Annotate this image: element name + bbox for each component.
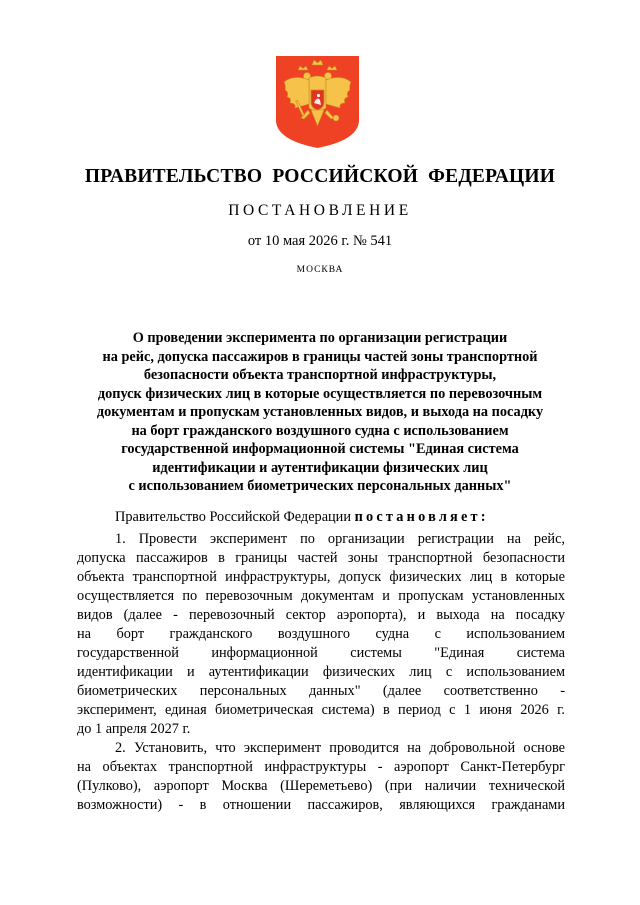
preamble-verb: постановляет: [354, 509, 489, 525]
paragraph-1-line: видов (далее - перевозочный сектор аэропорта), и выхода на посадку [77, 607, 565, 623]
document-city: МОСКВА [296, 265, 344, 275]
document-date-number: от 10 мая 2026 г. № 541 [247, 233, 393, 249]
subject-line: на борт гражданского воздушного судна с использованием [131, 422, 509, 439]
paragraph-1-line: допуска пассажиров в границы частей зоны транспортной безопасности [77, 550, 565, 566]
subject-line: на рейс, допуска пассажиров в границы частей зоны транспортной [102, 348, 538, 365]
paragraph-2-line: на объектах транспортной инфраструктуры - аэропорт Санкт-Петербург [77, 759, 565, 775]
subject-line: документам и пропускам установленных видов, и выхода на посадку [96, 404, 544, 420]
paragraph-1-line: 1. Провести эксперимент по организации регистрации на рейс, [115, 531, 565, 547]
document-subject [70, 329, 570, 496]
government-title: ПРАВИТЕЛЬСТВО РОССИЙСКОЙ ФЕДЕРАЦИИ [84, 166, 556, 187]
paragraph-1-line: осуществляется по перевозочным документам и пропускам установленных [77, 588, 565, 604]
document-body [77, 508, 565, 815]
paragraph-1-line: государственной информационной системы "Единая система [77, 645, 565, 661]
subject-line: идентификации и аутентификации физических лиц [152, 459, 488, 476]
paragraph-1-line: на борт гражданского воздушного судна с использованием [77, 626, 565, 642]
subject-line: допуск физических лиц в которые осуществляется по перевозочным [97, 385, 543, 402]
paragraph-2-line: 2. Установить, что эксперимент проводится на добровольной основе [115, 740, 565, 756]
paragraph-1-line: до 1 апреля 2027 г. [77, 721, 191, 737]
paragraph-1-line: эксперимент, единая биометрическая система) в период с 1 июня 2026 г. [77, 702, 565, 718]
preamble [77, 508, 565, 527]
document-type: ПОСТАНОВЛЕНИЕ [228, 202, 412, 219]
coat-of-arms-icon [276, 56, 359, 148]
subject-line: государственной информационной системы "Единая система [121, 441, 519, 457]
subject-line: с использованием биометрических персональных данных" [128, 478, 512, 494]
paragraph-2-line: (Пулково), аэропорт Москва (Шереметьево) (при наличии технической [77, 778, 565, 794]
paragraph-2-line: возможности) - в отношении пассажиров, являющихся гражданами [77, 797, 565, 813]
paragraph-1-line: биометрических персональных данных" (далее соответственно - [77, 683, 565, 699]
subject-line: О проведении эксперимента по организации регистрации [132, 330, 508, 346]
paragraph-1-line: идентификации и аутентификации физических лиц с использованием [77, 664, 565, 680]
preamble-text: Правительство Российской Федерации [115, 509, 355, 525]
subject-line: безопасности объекта транспортной инфраструктуры, [143, 367, 497, 383]
paragraph-1-line: объекта транспортной инфраструктуры, допуск физических лиц в которые [77, 569, 565, 585]
